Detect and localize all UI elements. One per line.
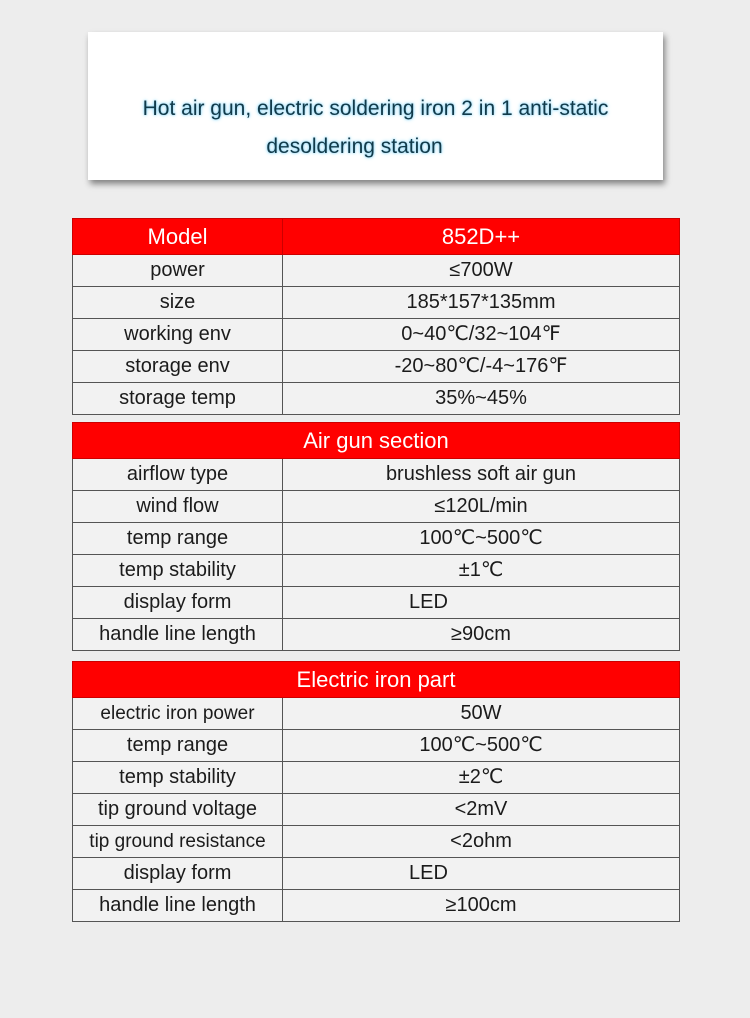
table-row [73,826,680,858]
spec-label: storage temp [73,383,283,415]
spec-label: size [73,287,283,319]
spec-label: temp stability [73,555,283,587]
iron-header-row [73,662,680,698]
spec-value: 185*157*135mm [283,287,680,319]
table-row [73,351,680,383]
spec-value: 100℃~500℃ [283,730,680,762]
table-row [73,858,680,890]
spec-label: display form [73,858,283,890]
spec-value: brushless soft air gun [283,459,680,491]
table-row [73,730,680,762]
spec-label: handle line length [73,890,283,922]
spec-value: ±1℃ [283,555,680,587]
spec-value: ≤120L/min [283,491,680,523]
spec-label: temp stability [73,762,283,794]
table-row [73,255,680,287]
spec-label: power [73,255,283,287]
spec-value: ≥100cm [283,890,680,922]
table-row [73,762,680,794]
table-row [73,587,680,619]
title-line-2: desoldering station [266,135,443,158]
spec-label: tip ground voltage [73,794,283,826]
spec-label: temp range [73,523,283,555]
table-row [73,555,680,587]
spec-label: display form [73,587,283,619]
spec-value: 100℃~500℃ [283,523,680,555]
model-header-row [73,219,680,255]
air-gun-header-row [73,423,680,459]
table-row [73,794,680,826]
table-row [73,619,680,651]
table-row [73,287,680,319]
spec-label: working env [73,319,283,351]
spec-value: <2ohm [283,826,680,858]
model-label: Model [73,219,283,255]
spec-label: wind flow [73,491,283,523]
section-header: Air gun section [73,423,680,459]
spec-label: airflow type [73,459,283,491]
spec-value: -20~80℃/-4~176℉ [283,351,680,383]
spec-label: electric iron power [73,698,283,730]
spec-value: <2mV [283,794,680,826]
spec-value: ±2℃ [283,762,680,794]
spec-value: LED [283,858,680,890]
section-header: Electric iron part [73,662,680,698]
table-row [73,698,680,730]
table-row [73,383,680,415]
table-row [73,319,680,351]
spec-label: tip ground resistance [73,826,283,858]
air-gun-spec-table [72,422,680,651]
spec-value: ≤700W [283,255,680,287]
spec-value: ≥90cm [283,619,680,651]
spec-value: 0~40℃/32~104℉ [283,319,680,351]
iron-spec-table [72,661,680,922]
spec-value: LED [283,587,680,619]
table-row [73,890,680,922]
table-row [73,459,680,491]
spec-value: 35%~45% [283,383,680,415]
table-row [73,491,680,523]
spec-value: 50W [283,698,680,730]
title-card [88,32,663,180]
spec-label: storage env [73,351,283,383]
table-row [73,523,680,555]
model-value: 852D++ [283,219,680,255]
general-spec-table [72,218,680,415]
spec-label: handle line length [73,619,283,651]
spec-label: temp range [73,730,283,762]
title-line-1: Hot air gun, electric soldering iron 2 in 1 anti-static [142,97,609,120]
